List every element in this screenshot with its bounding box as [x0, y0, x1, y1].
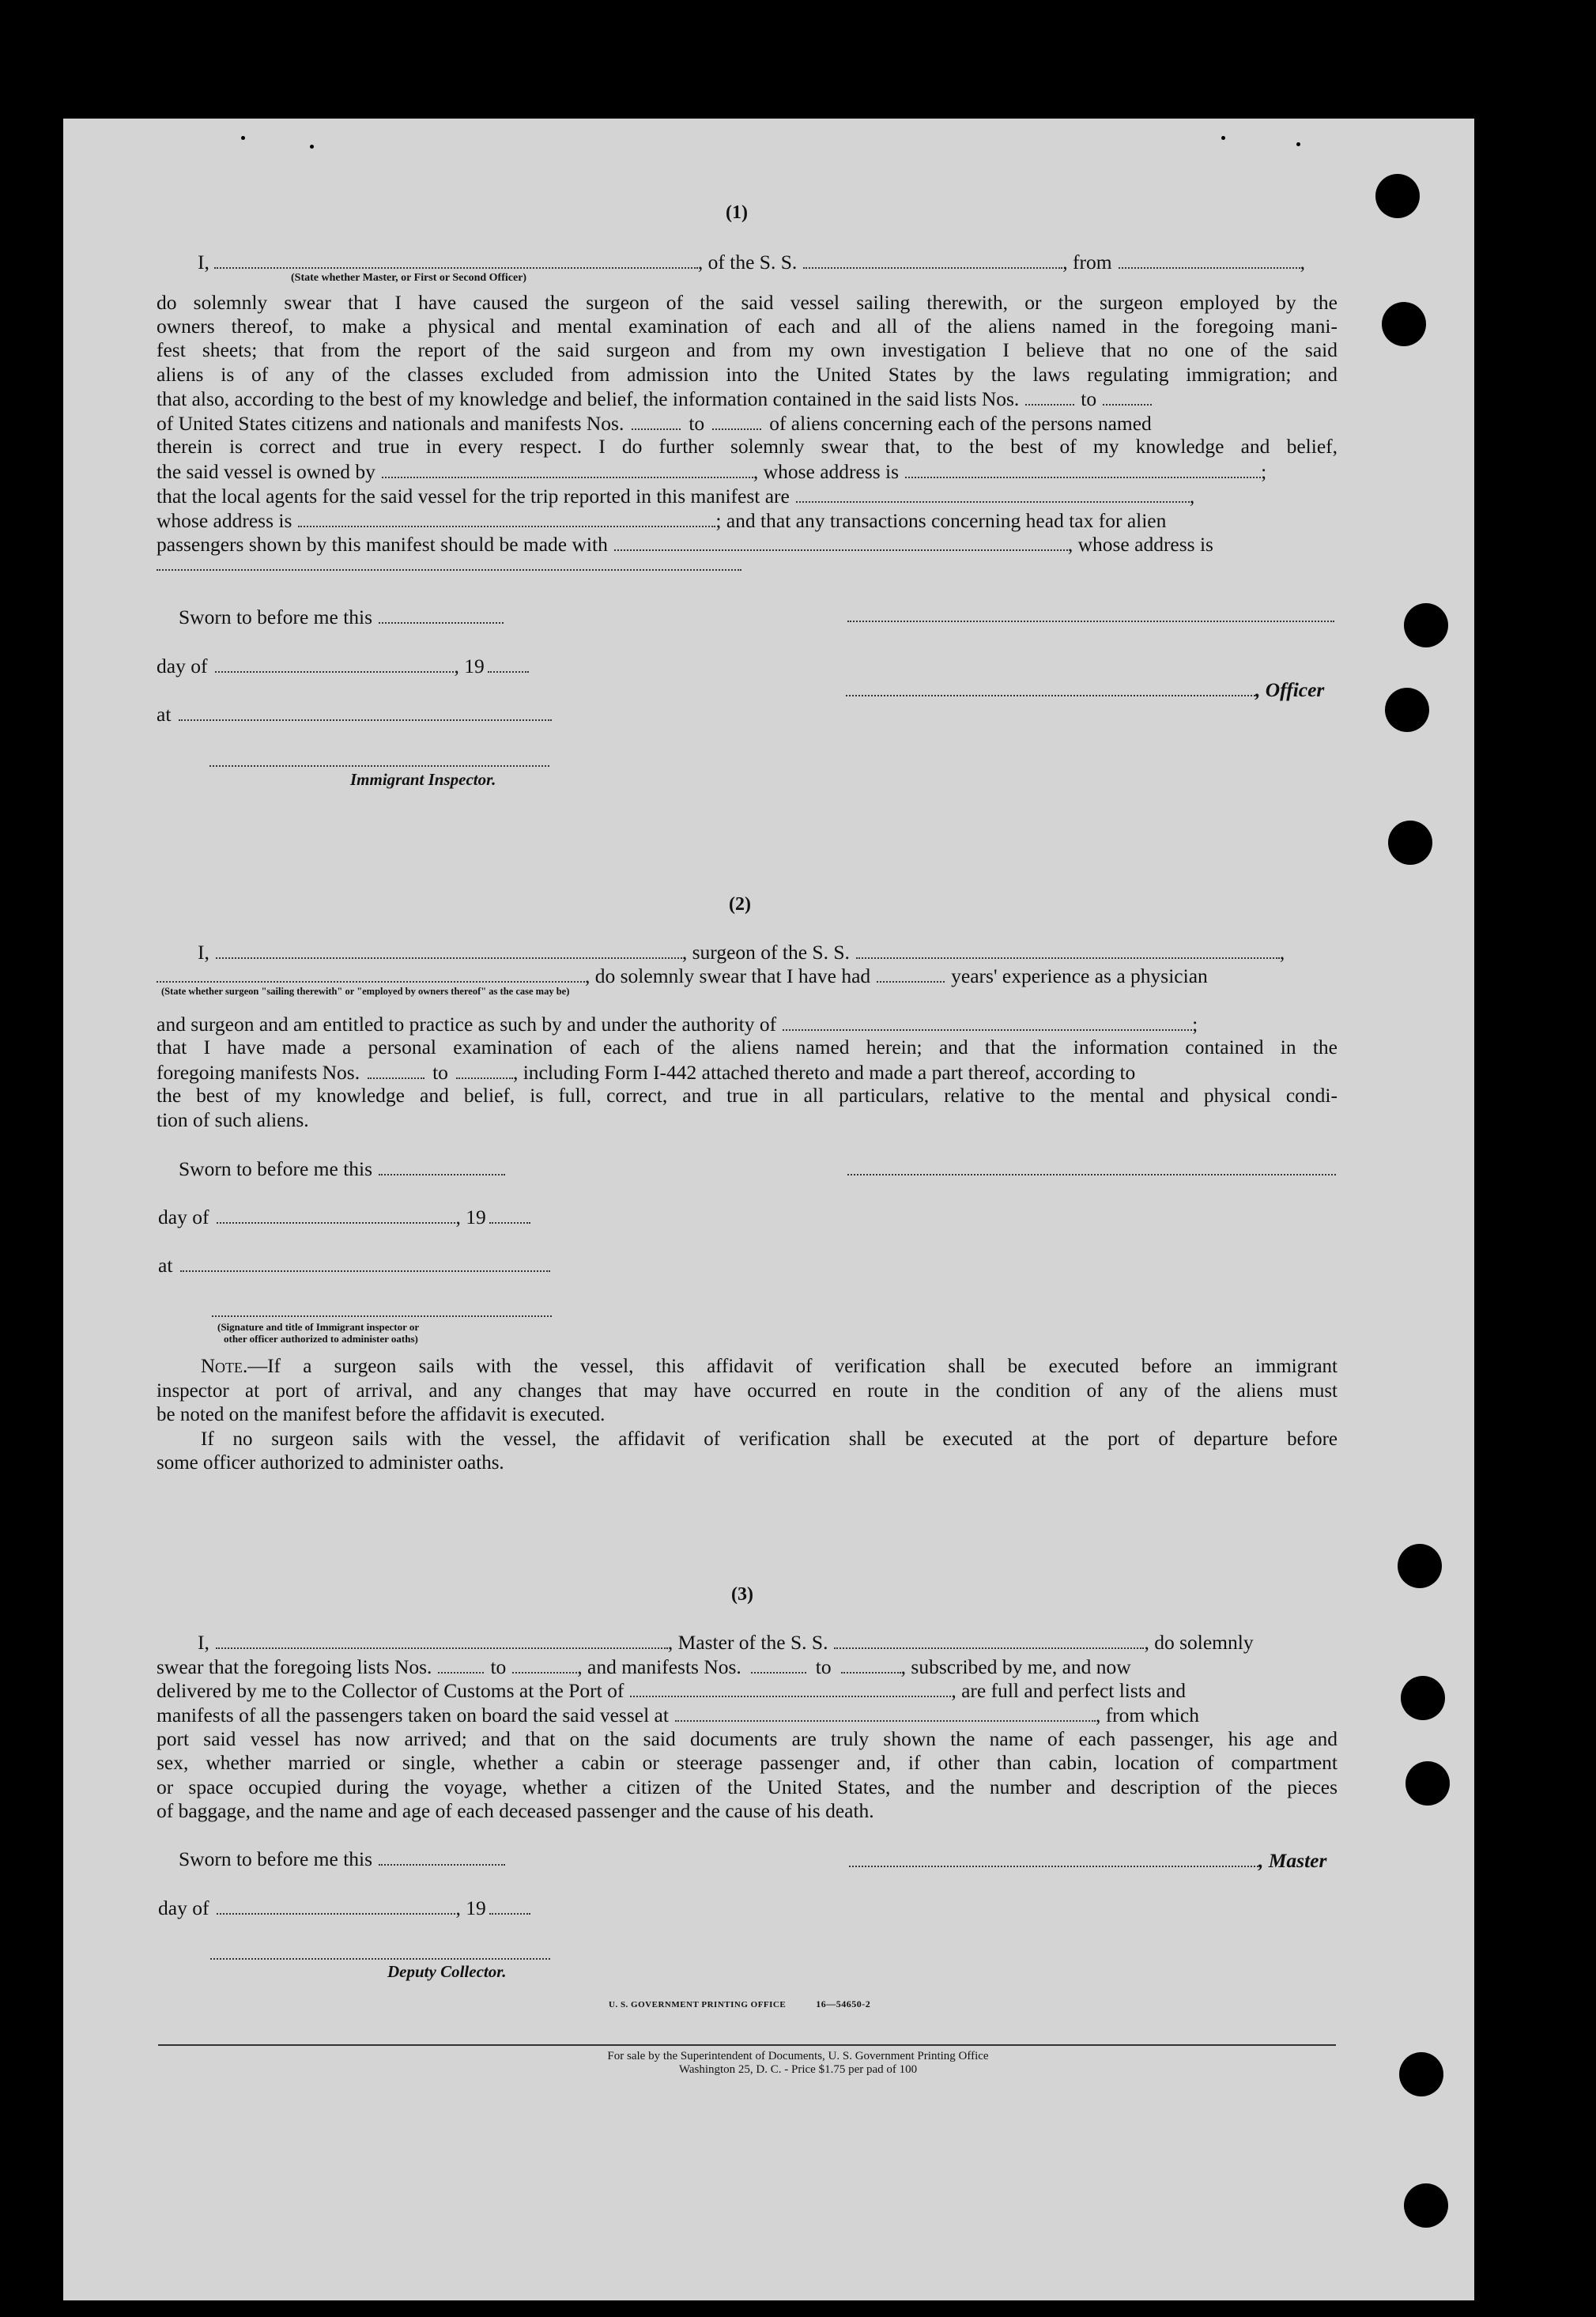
- lists-to-field[interactable]: [1103, 387, 1152, 406]
- section-3-number: (3): [731, 1584, 753, 1605]
- section-2-line-2: , do solemnly swear that I have had years' experience as a physician: [157, 964, 1208, 988]
- binder-hole: [1398, 1544, 1442, 1588]
- binder-hole: [1375, 174, 1420, 218]
- section-1-row: owners thereof, to make a physical and mental examination of each and all of the aliens named in the foregoing mani-: [157, 315, 1338, 338]
- note-label: Note.: [201, 1356, 248, 1377]
- section-1-row-9: that the local agents for the said vessel for the trip reported in this manifest are ,: [157, 485, 1195, 508]
- head-tax-party-field[interactable]: [614, 532, 1068, 551]
- binder-hole: [1405, 1761, 1450, 1806]
- year-field[interactable]: [489, 1205, 530, 1224]
- master-lists-from-field[interactable]: [438, 1655, 484, 1674]
- sale-note-1: For sale by the Superintendent of Documents, U. S. Government Printing Office: [607, 2050, 989, 2062]
- section-2-line-3: and surgeon and am entitled to practice as such by and under the authority of ;: [157, 1013, 1198, 1036]
- note-row: be noted on the manifest before the affidavit is executed.: [157, 1404, 606, 1425]
- section-2-row: that I have made a personal examination of each of the aliens named herein; and that the information contained in the: [157, 1036, 1338, 1058]
- printing-office: U. S. GOVERNMENT PRINTING OFFICE 16—54650-2: [609, 1998, 871, 2009]
- sworn-date-field[interactable]: [379, 1847, 505, 1866]
- sworn-date-field[interactable]: [379, 605, 504, 624]
- master-manifests-from-field[interactable]: [751, 1655, 806, 1674]
- speck: [1296, 142, 1300, 146]
- note-row: If no surgeon sails with the vessel, the affidavit of verification shall be executed at the port of departure before: [201, 1428, 1338, 1450]
- surgeon-note: [157, 1355, 1338, 1476]
- section-1-row: fest sheets; that from the report of the said surgeon and from my own investigation I believe that no one of the said: [157, 338, 1338, 361]
- officer-label: , Officer: [846, 677, 1324, 702]
- section-1-row: aliens is of any of the classes excluded from admission into the United States by the laws regulating immigration; and: [157, 363, 1338, 386]
- deputy-caption: Deputy Collector.: [387, 1962, 507, 1981]
- manifests-from-field[interactable]: [632, 411, 681, 430]
- surgeon-status-note: (State whether surgeon "sailing therewith" or "employed by owners thereof" as the case may be): [161, 986, 570, 997]
- officer-rank-field[interactable]: [214, 250, 698, 269]
- head-tax-address-field[interactable]: [157, 569, 741, 571]
- sale-note-2: Washington 25, D. C. - Price $1.75 per pad of 100: [678, 2063, 918, 2076]
- day-of-label: day of , 19: [158, 1205, 530, 1229]
- vessel-name-field[interactable]: [803, 250, 1062, 269]
- departure-port-field[interactable]: [1119, 250, 1300, 269]
- inspector-caption: Immigrant Inspector.: [350, 770, 496, 789]
- verifier-note-1: (Signature and title of Immigrant inspector or: [217, 1321, 420, 1333]
- practice-authority-field[interactable]: [783, 1012, 1192, 1031]
- verifier-note-2: other officer authorized to administer oaths): [224, 1333, 418, 1345]
- section-2-row-end: tion of such aliens.: [157, 1108, 309, 1131]
- owner-address-field[interactable]: [905, 459, 1261, 478]
- deputy-signature-field[interactable]: [210, 1958, 550, 1960]
- sworn-label: Sworn to before me this: [179, 605, 504, 629]
- year-field[interactable]: [488, 654, 529, 673]
- officer-signature-field[interactable]: [847, 621, 1334, 622]
- surgeon-manifests-from-field[interactable]: [368, 1060, 424, 1079]
- master-name-field[interactable]: [216, 1630, 668, 1649]
- section-3-line-4: manifests of all the passengers taken on board the said vessel at , from which: [157, 1704, 1199, 1726]
- section-3-line-1: I, , Master of the S. S. , do solemnly: [198, 1631, 1254, 1654]
- binder-hole: [1382, 302, 1426, 346]
- section-1-row: therein is correct and true in every respect. I do further solemnly swear that, to the best of my knowledge and belief,: [157, 435, 1338, 458]
- section-2-number: (2): [729, 894, 751, 915]
- section-3-row: port said vessel has now arrived; and that on the said documents are truly shown the name of each passenger, his age and: [157, 1727, 1338, 1750]
- port-of-embarkation-field[interactable]: [675, 1703, 1096, 1722]
- section-2-row: the best of my knowledge and belief, is full, correct, and true in all particulars, relative to the mental and physical condi-: [157, 1084, 1338, 1107]
- local-agents-field[interactable]: [796, 484, 1190, 503]
- section-1-row-6: of United States citizens and nationals and manifests Nos. to of aliens concerning each of the persons named: [157, 412, 1152, 435]
- note-row: Note.—If a surgeon sails with the vessel, this affidavit of verification shall be executed before an immigrant: [201, 1356, 1338, 1377]
- binder-hole: [1388, 821, 1432, 865]
- section-1-number: (1): [726, 202, 748, 223]
- at-label: at: [158, 1253, 550, 1277]
- vessel-owner-field[interactable]: [382, 459, 753, 478]
- master-vessel-field[interactable]: [834, 1630, 1144, 1649]
- section-1-row-10: whose address is ; and that any transactions concerning head tax for alien: [157, 509, 1167, 532]
- year-field[interactable]: [489, 1896, 530, 1915]
- place-field[interactable]: [179, 702, 552, 721]
- footer-rule: [158, 2044, 1336, 2046]
- officer-rank-note: (State whether Master, or First or Second Officer): [291, 272, 527, 284]
- surgeon-vessel-field[interactable]: [856, 940, 1280, 959]
- section-1-row: do solemnly swear that I have caused the surgeon of the said vessel sailing therewith, or the surgeon employed by the: [157, 291, 1338, 314]
- section-3-row-end: of baggage, and the name and age of each deceased passenger and the cause of his death.: [157, 1799, 874, 1822]
- section-1-row-5: that also, according to the best of my knowledge and belief, the information contained in the said lists Nos. to: [157, 387, 1152, 411]
- surgeon-manifests-to-field[interactable]: [456, 1060, 513, 1079]
- sworn-label: Sworn to before me this: [179, 1847, 505, 1871]
- speck: [1221, 136, 1225, 140]
- month-field[interactable]: [217, 1896, 455, 1915]
- port-of-arrival-field[interactable]: [630, 1678, 951, 1697]
- day-of-label: day of , 19: [158, 1896, 530, 1920]
- inspector-signature-field[interactable]: [209, 765, 549, 767]
- years-experience-field[interactable]: [877, 964, 945, 983]
- section-2-line-5: foregoing manifests Nos. to , including Form I-442 attached thereto and made a part thereof, according to: [157, 1061, 1136, 1084]
- surgeon-signature-field[interactable]: [847, 1174, 1336, 1175]
- section-2-line-1: I, , surgeon of the S. S. ,: [198, 941, 1285, 964]
- day-of-label: day of , 19: [157, 654, 529, 678]
- section-1-row-11: passengers shown by this manifest should be made with , whose address is: [157, 533, 1213, 556]
- section-3-row: or space occupied during the voyage, whether a citizen of the United States, and the number and description of the pieces: [157, 1775, 1338, 1798]
- note-row: inspector at port of arrival, and any changes that may have occurred en route in the condition of any of the aliens must: [157, 1379, 1338, 1402]
- binder-hole: [1401, 1676, 1445, 1720]
- surgeon-name-field[interactable]: [216, 940, 682, 959]
- master-manifests-to-field[interactable]: [841, 1655, 901, 1674]
- month-field[interactable]: [217, 1205, 455, 1224]
- surgeon-status-field[interactable]: [157, 964, 585, 983]
- at-label: at: [157, 702, 552, 726]
- place-field[interactable]: [180, 1253, 550, 1272]
- speck: [241, 136, 245, 140]
- section-1-row-8: the said vessel is owned by , whose address is ;: [157, 460, 1267, 483]
- section-1-line-1: I, , of the S. S. , from ,: [198, 251, 1305, 274]
- sworn-label: Sworn to before me this: [179, 1157, 505, 1181]
- binder-hole: [1385, 688, 1429, 732]
- sworn-date-field[interactable]: [379, 1157, 505, 1175]
- lists-from-field[interactable]: [1025, 387, 1074, 406]
- binder-hole: [1404, 2183, 1448, 2228]
- master-lists-to-field[interactable]: [512, 1655, 577, 1674]
- agents-address-field[interactable]: [298, 508, 715, 527]
- master-label: , Master: [849, 1848, 1326, 1873]
- master-signature-field[interactable]: [849, 1848, 1258, 1867]
- section-3-line-2: swear that the foregoing lists Nos. to , and manifests Nos. to , subscribed by me, and now: [157, 1655, 1131, 1678]
- binder-hole: [1404, 603, 1448, 647]
- manifests-to-field[interactable]: [712, 411, 761, 430]
- speck: [310, 145, 314, 149]
- verifier-signature-field[interactable]: [212, 1315, 552, 1317]
- section-3-row: sex, whether married or single, whether a cabin or steerage passenger and, if other than cabin, location of compartment: [157, 1751, 1338, 1774]
- section-3-line-3: delivered by me to the Collector of Customs at the Port of , are full and perfect lists and: [157, 1679, 1187, 1702]
- officer-name-field[interactable]: [846, 677, 1255, 696]
- month-field[interactable]: [215, 654, 454, 673]
- note-row: some officer authorized to administer oaths.: [157, 1452, 504, 1474]
